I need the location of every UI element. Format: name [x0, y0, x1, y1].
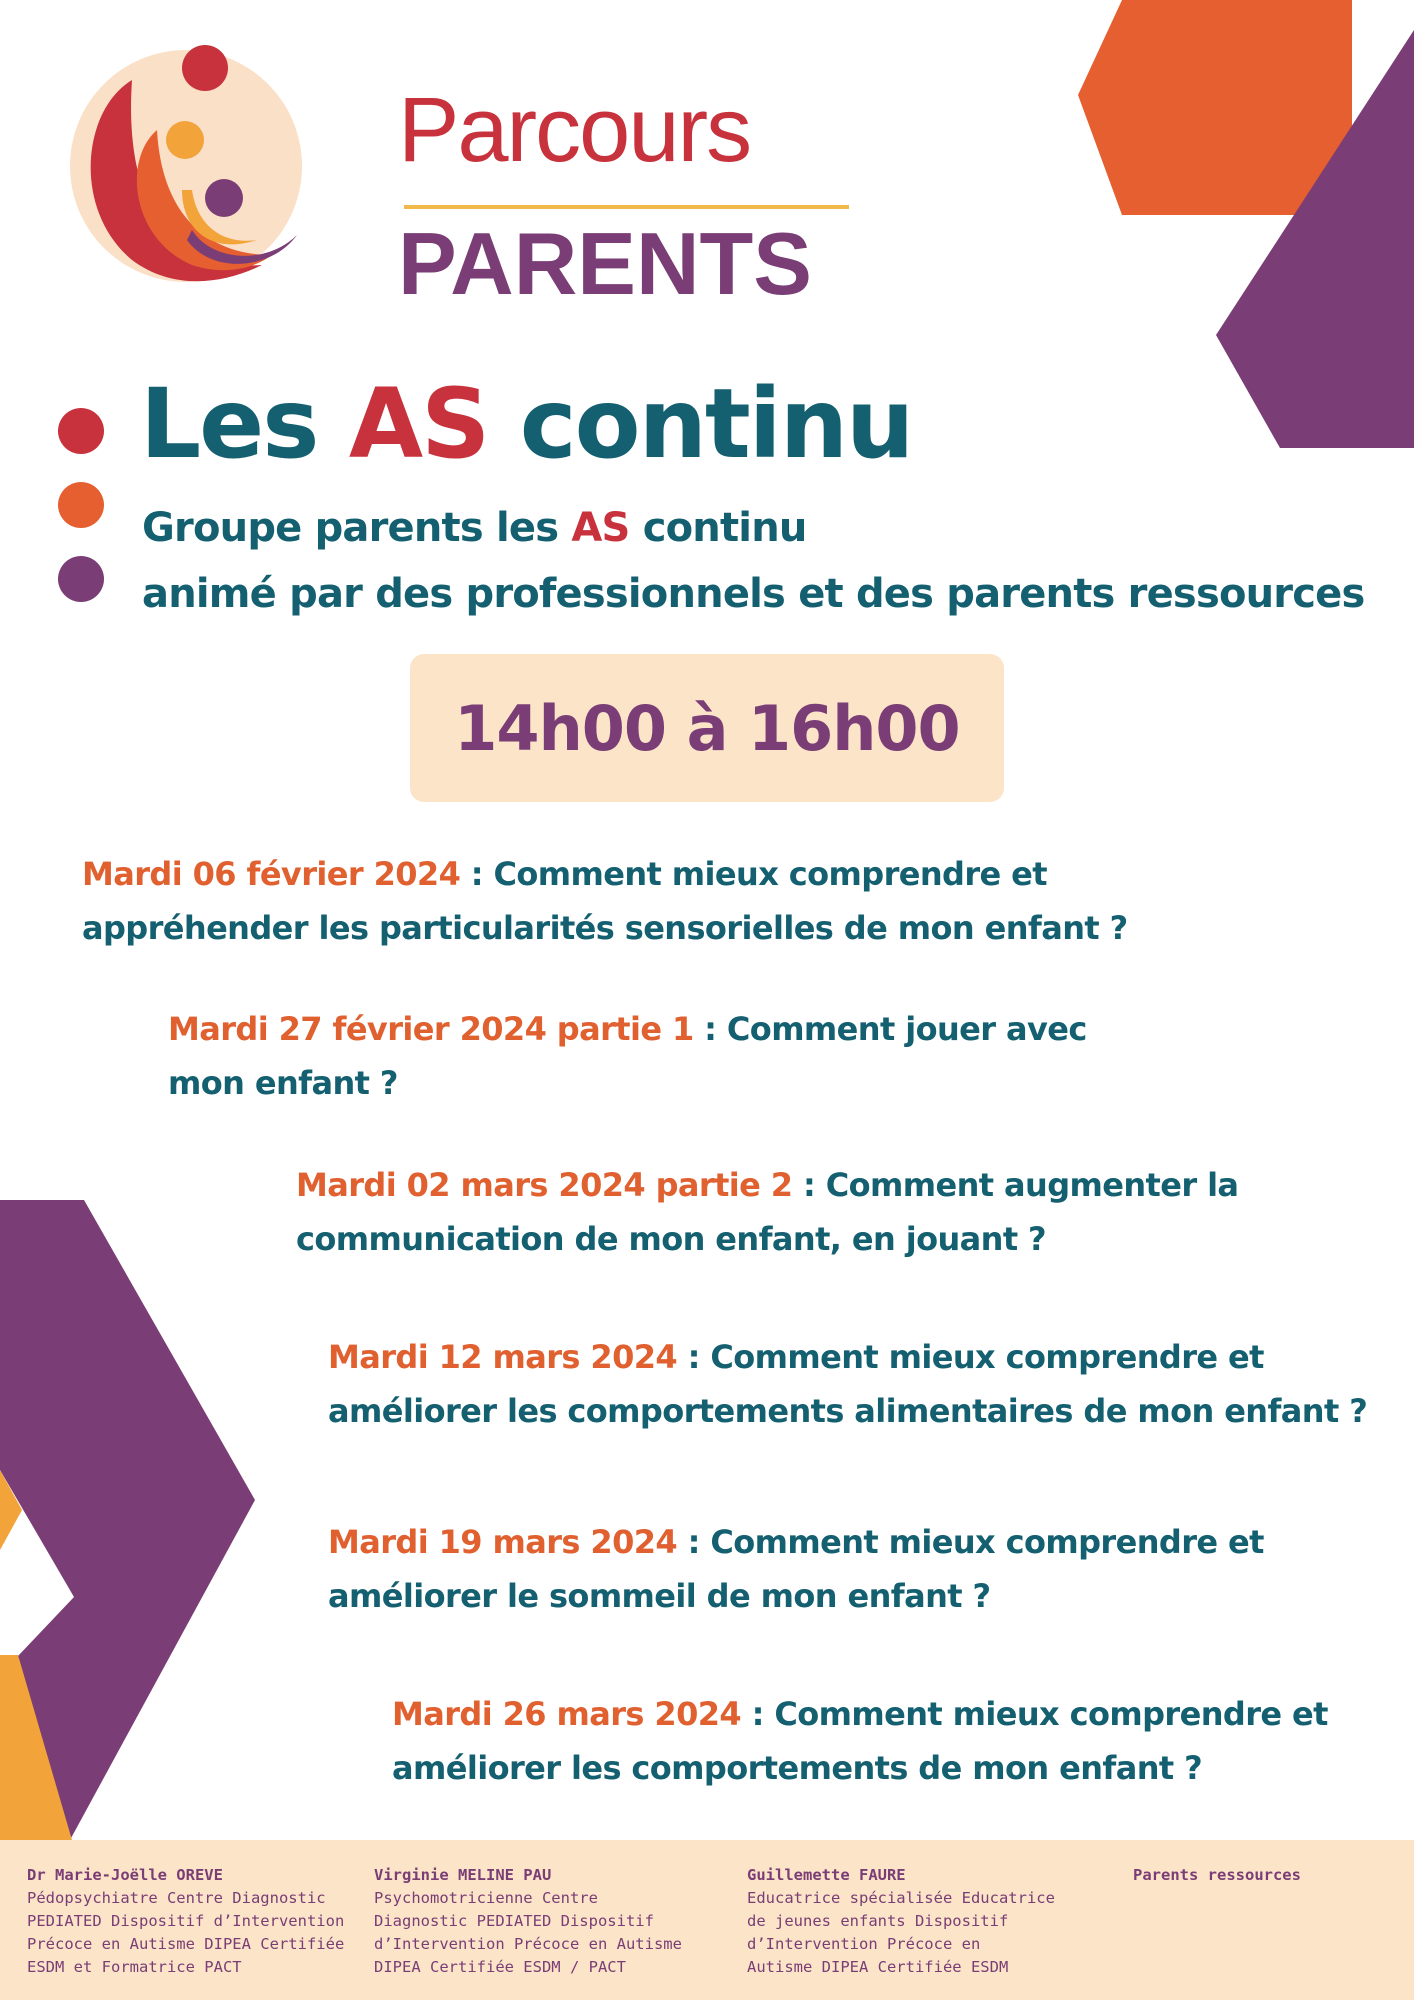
contributor-name: Guillemette FAURE — [747, 1866, 906, 1884]
page-title — [140, 368, 913, 480]
session-item — [328, 1330, 1414, 1438]
contributor-name: Parents ressources — [1133, 1866, 1301, 1884]
contributor-role: Educatrice spécialisée Educatrice de jeunes enfants Dispositif d’Intervention Précoce en Autisme DIPEA Certifiée ESDM — [747, 1889, 1055, 1976]
bullet-dot-purple — [58, 556, 104, 602]
contributor-faure — [747, 1864, 1087, 1979]
subtitle-line1 — [142, 504, 807, 552]
bullet-dot-orange — [58, 482, 104, 528]
logo-divider — [404, 205, 849, 209]
orange-hexagon-top-right — [1078, 0, 1352, 215]
session-date: Mardi 12 mars 2024 — [328, 1338, 688, 1376]
title-part2: continu — [488, 368, 913, 480]
session-item — [328, 1515, 1328, 1623]
bullet-dot-red — [58, 408, 104, 454]
subtitle-line1-part2: continu — [629, 505, 807, 551]
session-topic: : Comment mieux comprendre et améliorer les comportements de mon enfant ? — [392, 1695, 1328, 1787]
session-topic: : Comment jouer avec mon enfant ? — [168, 1010, 1087, 1102]
contributor-name: Virginie MELINE PAU — [374, 1866, 552, 1884]
session-item — [296, 1158, 1276, 1266]
session-date: Mardi 19 mars 2024 — [328, 1523, 678, 1561]
logo-word-parents: PARENTS — [398, 214, 812, 313]
time-box — [410, 654, 1004, 802]
session-date: Mardi 27 février 2024 partie 1 — [168, 1010, 694, 1048]
logo-emblem-icon — [62, 40, 312, 290]
title-part1: Les — [140, 368, 349, 480]
contributor-oreve — [27, 1864, 357, 1979]
session-topic: : Comment mieux comprendre et améliorer les comportements alimentaires de mon enfant ? — [328, 1338, 1368, 1430]
session-topic: : Comment mieux comprendre et améliorer le sommeil de mon enfant ? — [328, 1523, 1264, 1615]
session-date: Mardi 26 mars 2024 — [392, 1695, 742, 1733]
footer-contributors — [0, 1840, 1414, 2000]
session-topic: : Comment augmenter la communication de mon enfant, en jouant ? — [296, 1166, 1239, 1258]
contributor-role: Psychomotricienne Centre Diagnostic PEDIATED Dispositif d’Intervention Précoce en Autisme DIPEA Certifiée ESDM / PACT — [374, 1889, 682, 1976]
contributor-role: Pédopsychiatre Centre Diagnostic PEDIATED Dispositif d’Intervention Précoce en Autisme DIPEA Certifiée ESDM et Formatrice PACT — [27, 1889, 345, 1976]
subtitle-line2: animé par des professionnels et des parents ressources — [142, 571, 1365, 617]
session-item — [168, 1002, 1168, 1110]
contributor-name: Dr Marie-Joëlle OREVE — [27, 1866, 223, 1884]
session-item — [82, 847, 1182, 955]
session-topic: : Comment mieux comprendre et appréhender les particularités sensorielles de mon enfant ? — [82, 855, 1128, 947]
session-date: Mardi 02 mars 2024 partie 2 — [296, 1166, 804, 1204]
contributor-parents-ressources — [1133, 1864, 1393, 1887]
contributor-meline-pau — [374, 1864, 704, 1979]
logo-word-parcours: Parcours — [398, 79, 751, 181]
session-item — [392, 1687, 1392, 1795]
session-date: Mardi 06 février 2024 — [82, 855, 471, 893]
subtitle-line1-part1: Groupe parents les — [142, 505, 572, 551]
title-accent: AS — [348, 368, 489, 480]
time-text: 14h00 à 16h00 — [454, 691, 960, 765]
parcours-parents-logo — [62, 40, 812, 313]
subtitle-line1-accent: AS — [571, 505, 630, 551]
